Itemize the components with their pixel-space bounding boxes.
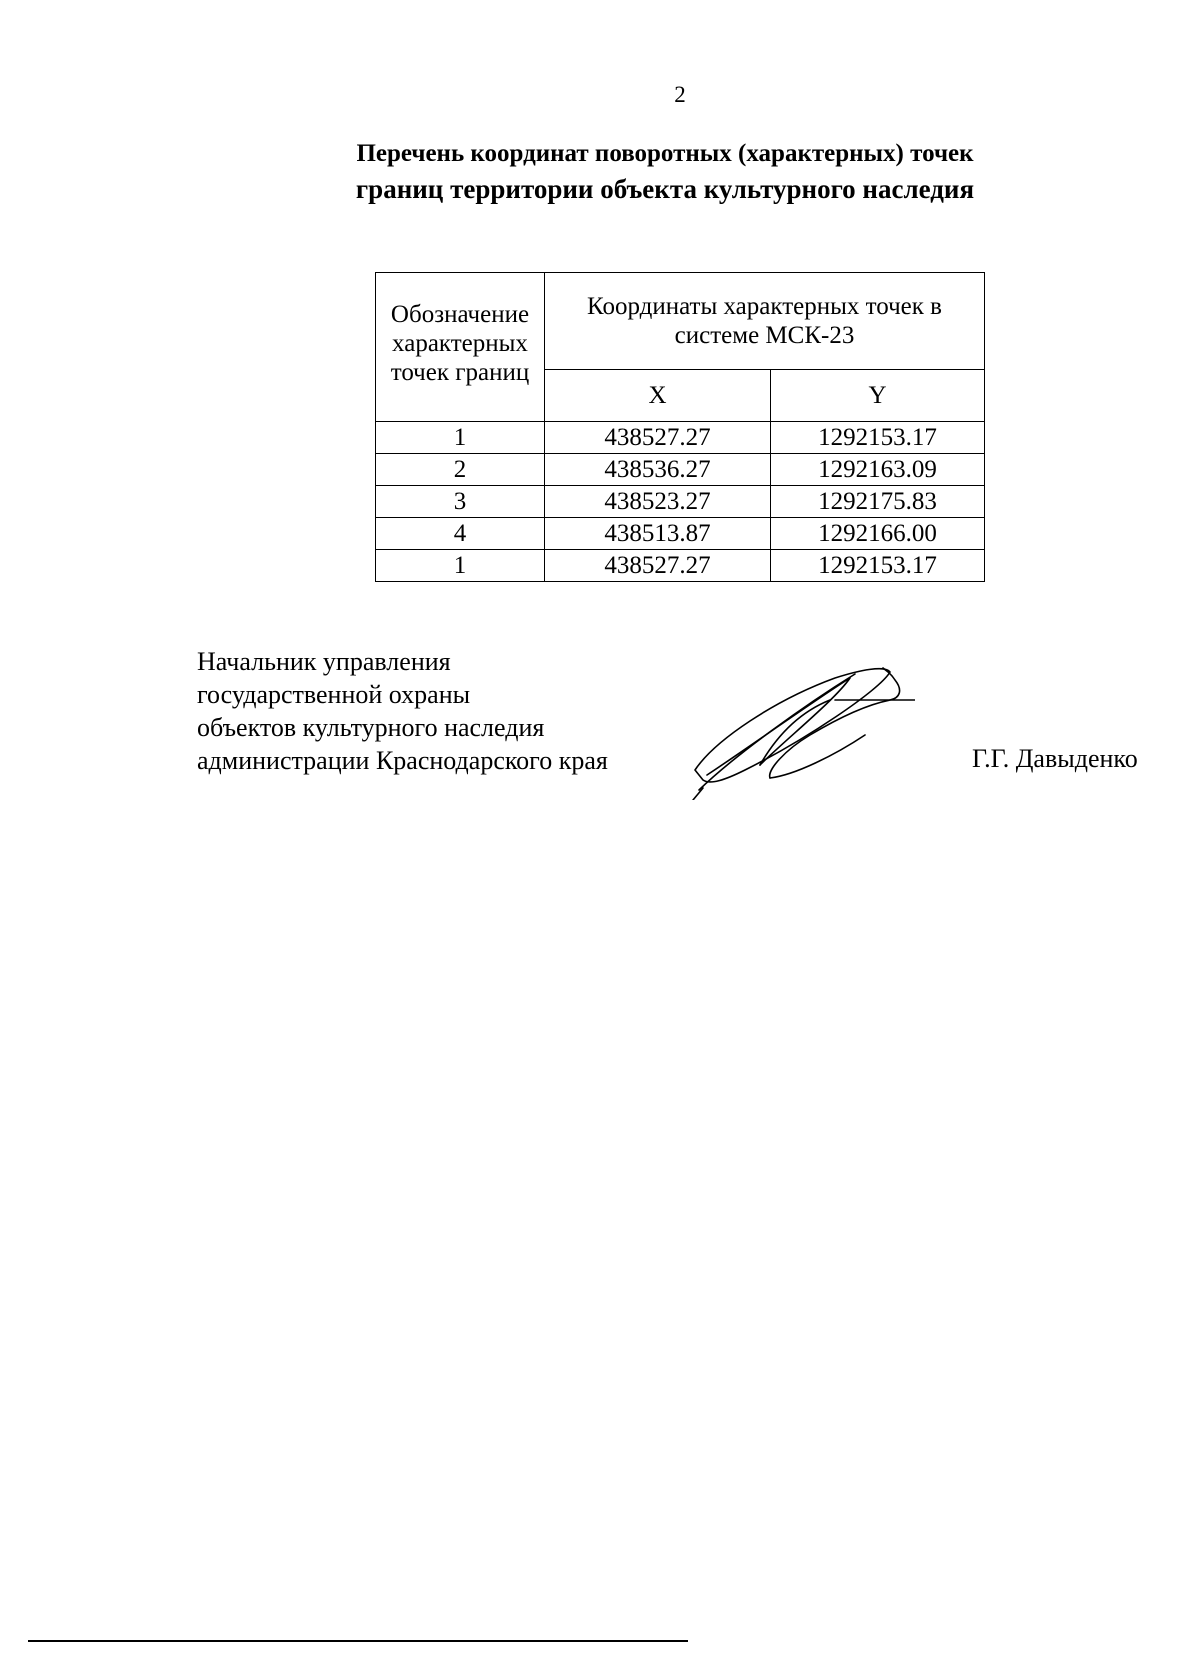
signatory-position-line: государственной охраны bbox=[197, 680, 471, 709]
header-y: Y bbox=[771, 370, 985, 422]
cell-point: 3 bbox=[376, 486, 545, 518]
document-title-line-1: Перечень координат поворотных (характерных) точек bbox=[356, 140, 974, 167]
header-coordinates-system: Координаты характерных точек в системе МСК-23 bbox=[545, 273, 985, 370]
cell-point: 4 bbox=[376, 518, 545, 550]
table-row bbox=[376, 518, 985, 550]
cell-y: 1292153.17 bbox=[771, 550, 985, 582]
cell-x: 438536.27 bbox=[545, 454, 771, 486]
header-point-designation: Обозначение характерных точек границ bbox=[376, 273, 545, 422]
cell-y: 1292153.17 bbox=[771, 422, 985, 454]
cell-x: 438523.27 bbox=[545, 486, 771, 518]
cell-y: 1292166.00 bbox=[771, 518, 985, 550]
document-title bbox=[300, 137, 1030, 207]
document-title-line-2: границ территории объекта культурного наследия bbox=[355, 173, 975, 204]
cell-x: 438513.87 bbox=[545, 518, 771, 550]
signatory-position-line: администрации Краснодарского края bbox=[197, 746, 608, 775]
table-row bbox=[376, 454, 985, 486]
cell-y: 1292175.83 bbox=[771, 486, 985, 518]
page-number: 2 bbox=[674, 82, 686, 107]
cell-x: 438527.27 bbox=[545, 422, 771, 454]
cell-point: 1 bbox=[376, 550, 545, 582]
cell-y: 1292163.09 bbox=[771, 454, 985, 486]
cell-x: 438527.27 bbox=[545, 550, 771, 582]
footer-divider bbox=[28, 1640, 688, 1642]
table-row bbox=[376, 422, 985, 454]
table-row bbox=[376, 486, 985, 518]
cell-point: 2 bbox=[376, 454, 545, 486]
header-x: X bbox=[545, 370, 771, 422]
coordinates-table bbox=[375, 272, 985, 582]
signatory-position-line: Начальник управления bbox=[197, 647, 451, 676]
handwritten-signature bbox=[685, 660, 915, 800]
signatory-name: Г.Г. Давыденко bbox=[972, 744, 1138, 773]
table-row bbox=[376, 550, 985, 582]
signatory-position bbox=[197, 645, 608, 777]
cell-point: 1 bbox=[376, 422, 545, 454]
signatory-position-line: объектов культурного наследия bbox=[197, 713, 545, 742]
